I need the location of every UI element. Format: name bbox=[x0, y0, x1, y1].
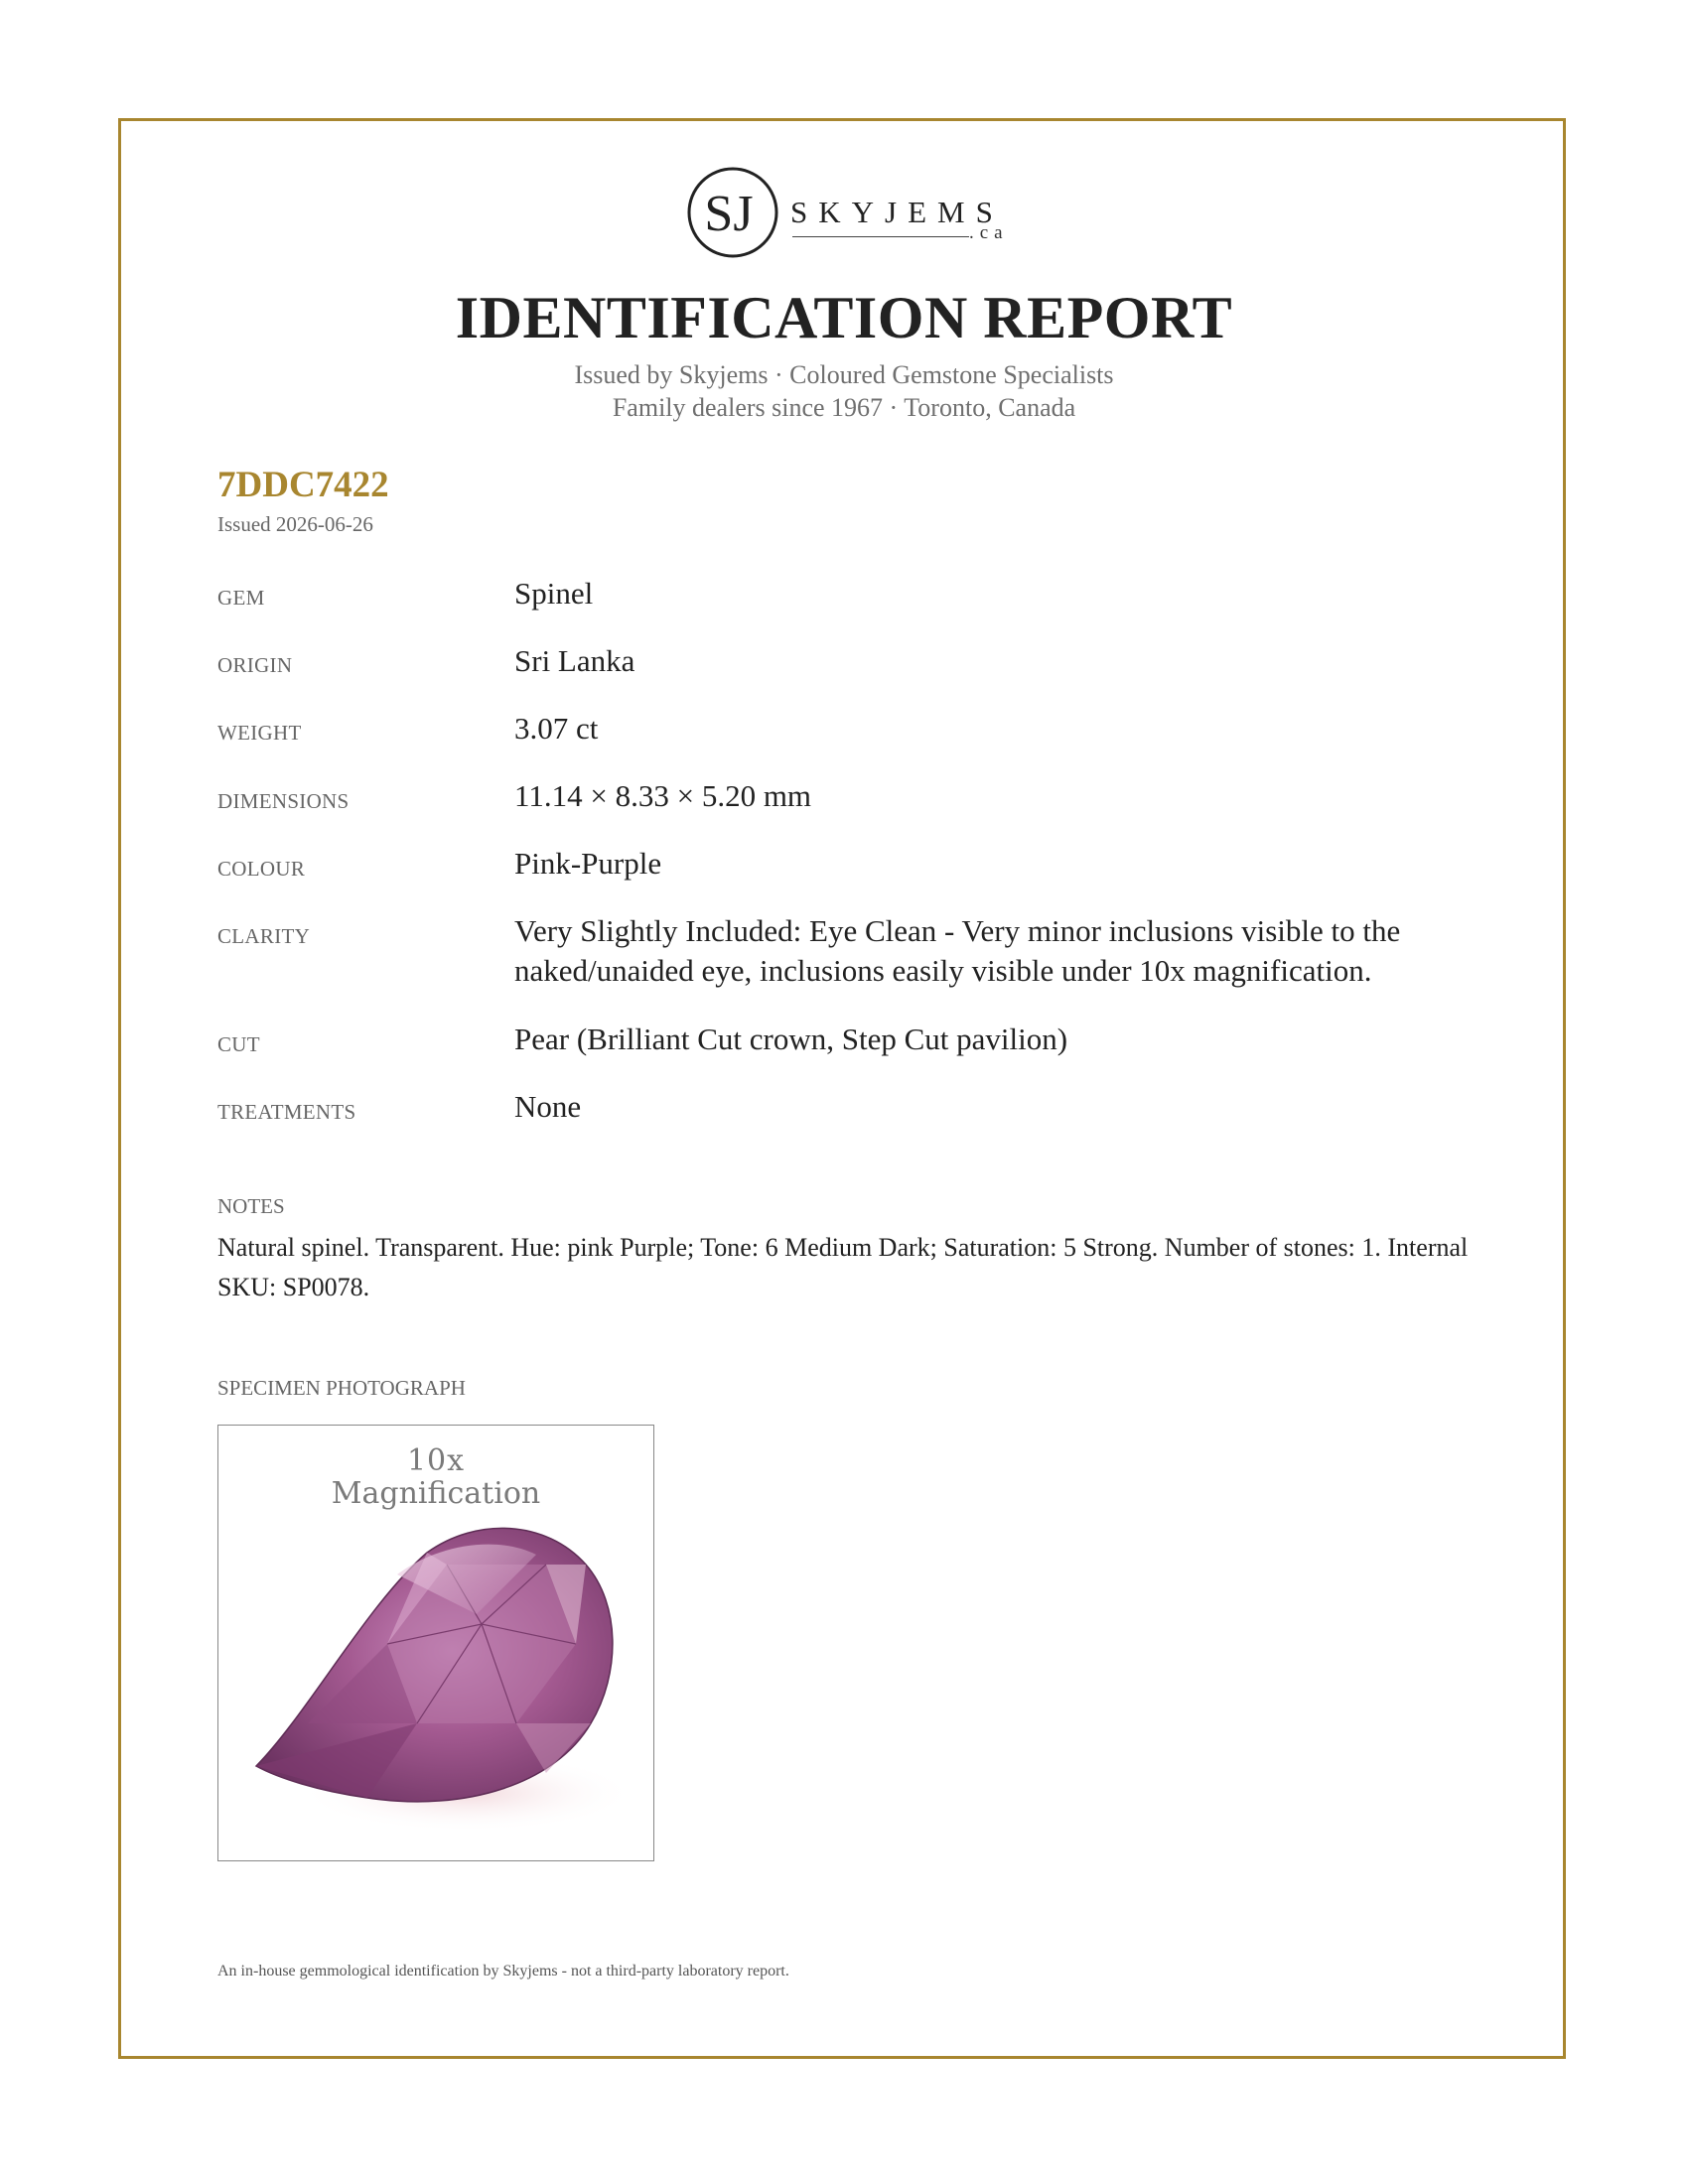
specimen-photo bbox=[217, 1425, 654, 1861]
issued-by-line: Issued by Skyjems · Coloured Gemstone Specialists bbox=[574, 360, 1114, 389]
specimen-photo-label: SPECIMEN PHOTOGRAPH bbox=[217, 1376, 466, 1400]
origin-label: ORIGIN bbox=[217, 653, 293, 677]
weight-value: 3.07 ct bbox=[514, 711, 599, 746]
dimensions-value: 11.14 × 8.33 × 5.20 mm bbox=[514, 778, 812, 813]
clarity-value: Very Slightly Included: Eye Clean - Very minor inclusions visible to the naked/unaided eye, inclusions easily visible under 10x magnification. bbox=[514, 913, 1401, 988]
issue-date: Issued 2026-06-26 bbox=[217, 512, 373, 536]
colour-value: Pink-Purple bbox=[514, 846, 662, 881]
skyjems-logo bbox=[685, 165, 1013, 260]
disclaimer-footer: An in-house gemmological identification by Skyjems - not a third-party laboratory report. bbox=[217, 1963, 789, 1979]
origin-value: Sri Lanka bbox=[514, 643, 635, 678]
clarity-label: CLARITY bbox=[217, 924, 311, 948]
notes-label: NOTES bbox=[217, 1194, 285, 1218]
treatments-label: TREATMENTS bbox=[217, 1100, 356, 1124]
dimensions-label: DIMENSIONS bbox=[217, 789, 350, 813]
gem-value: Spinel bbox=[514, 576, 594, 611]
colour-label: COLOUR bbox=[217, 857, 306, 881]
treatments-value: None bbox=[514, 1089, 582, 1124]
magnification-level: 10x bbox=[406, 1443, 466, 1478]
svg-text:SJ: SJ bbox=[704, 186, 754, 242]
notes-text: Natural spinel. Transparent. Hue: pink Purple; Tone: 6 Medium Dark; Saturation: 5 Strong. Number of stones: 1. Internal SKU: SP0078. bbox=[217, 1233, 1469, 1301]
gem-label: GEM bbox=[217, 586, 265, 610]
sj-monogram-icon bbox=[685, 165, 780, 260]
report-title: IDENTIFICATION REPORT bbox=[455, 285, 1233, 350]
weight-label: WEIGHT bbox=[217, 721, 302, 745]
report-id: 7DDC7422 bbox=[217, 465, 389, 505]
tagline: Family dealers since 1967 · Toronto, Canada bbox=[612, 393, 1076, 422]
logo-wordmark: SKYJEMS bbox=[790, 195, 1004, 229]
cut-label: CUT bbox=[217, 1032, 260, 1056]
cut-value: Pear (Brilliant Cut crown, Step Cut pavilion) bbox=[514, 1022, 1068, 1056]
magnification-caption: Magnification bbox=[331, 1476, 541, 1511]
logo-tld: .ca bbox=[969, 222, 1009, 243]
logo-underline bbox=[792, 236, 969, 237]
